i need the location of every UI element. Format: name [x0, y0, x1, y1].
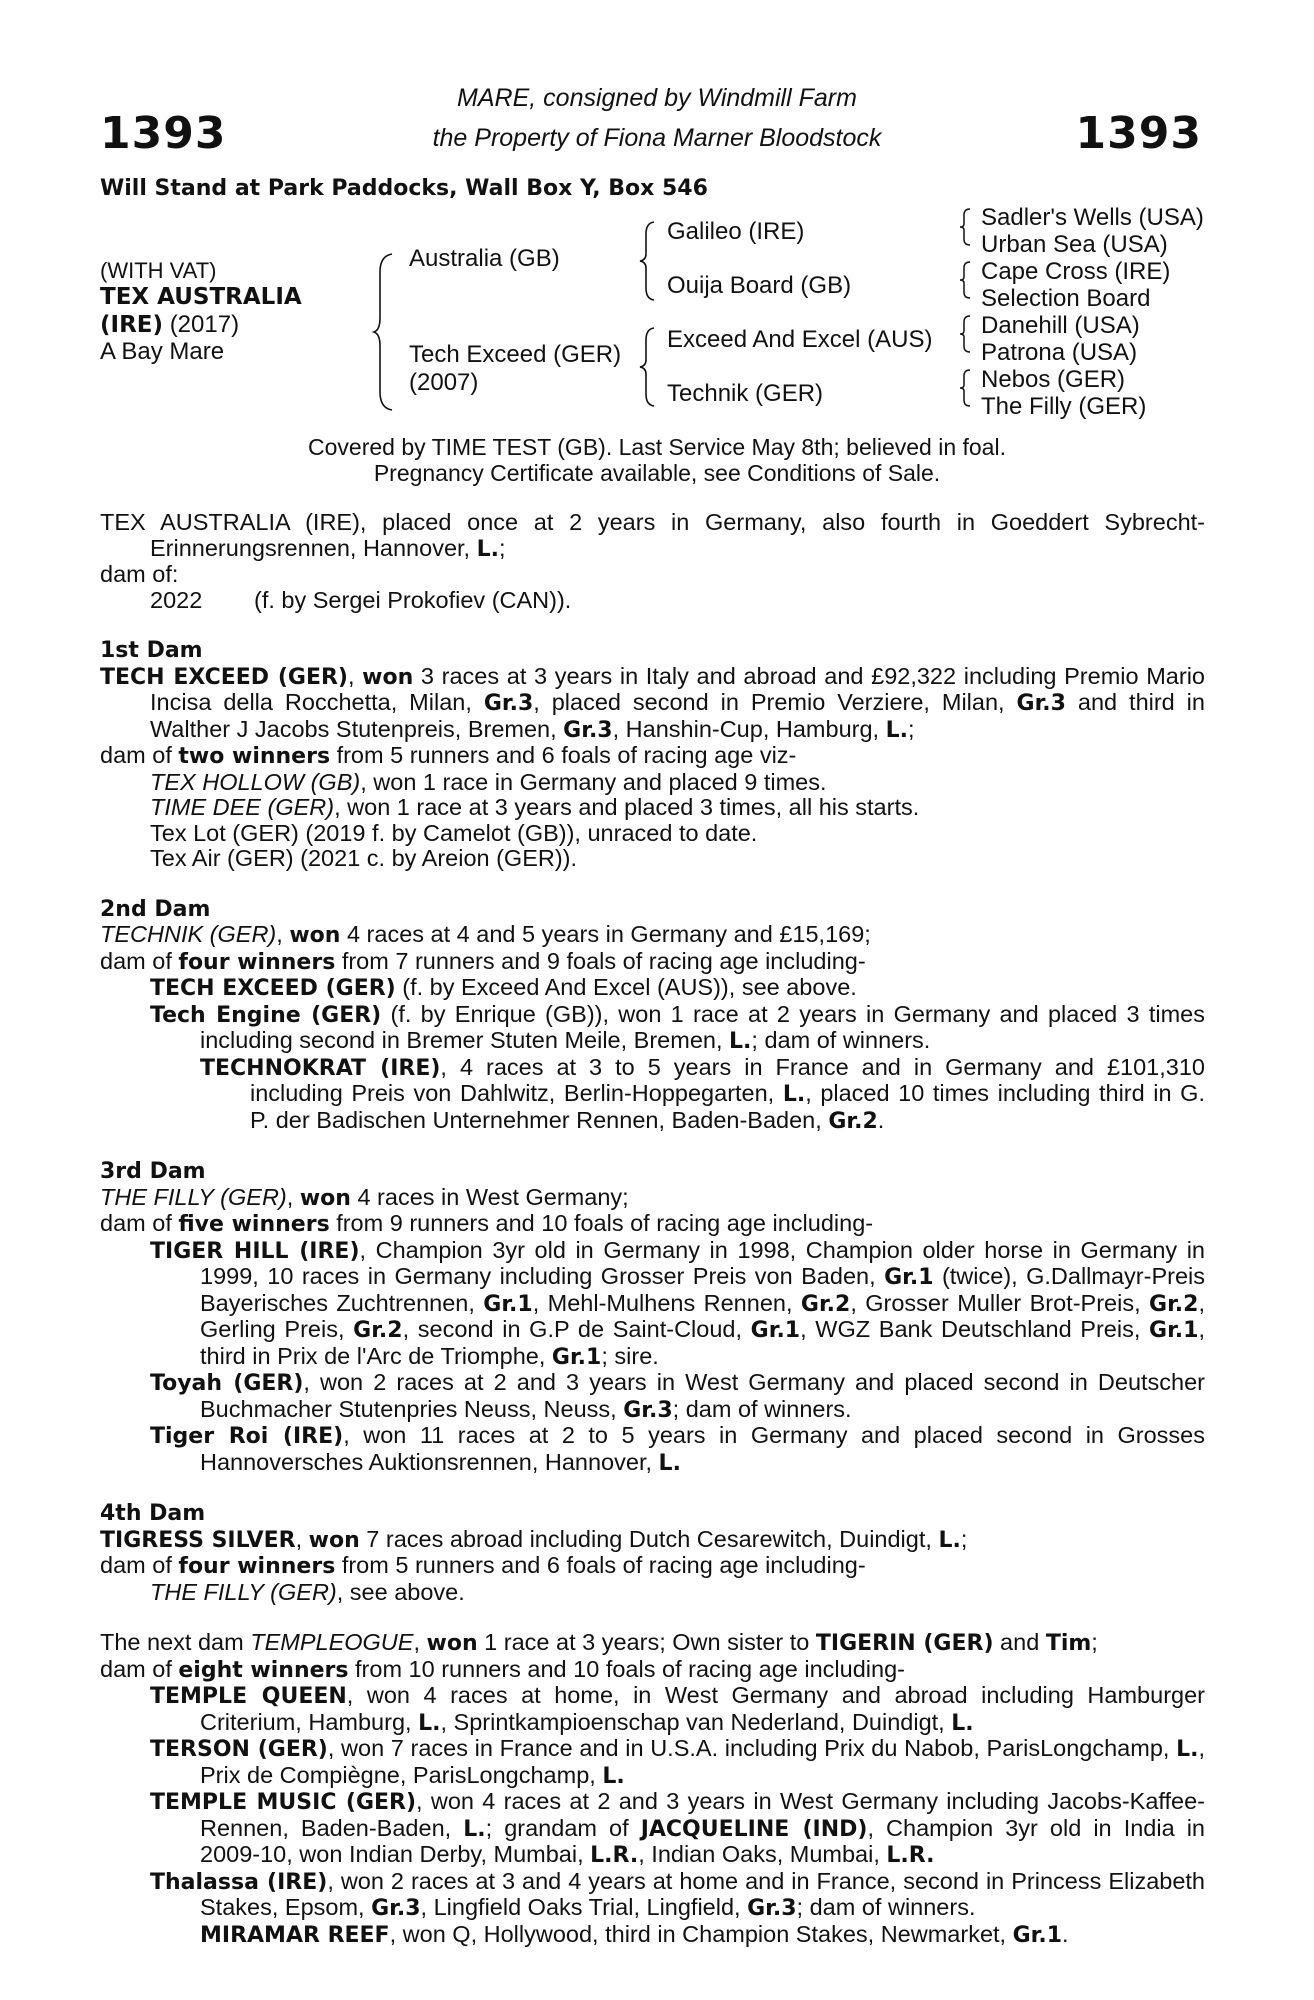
second-dam-produce-2: Tech Engine (GER) (f. by Enrique (GB)), won 1 race at 2 years in Germany and placed 3 times including second in Bremer Stuten Meile, Bremen, L.; dam of winners. [150, 1000, 1205, 1054]
pedigree-gen3-8: The Filly (GER) [981, 393, 1147, 420]
stand-location: Will Stand at Park Paddocks, Wall Box Y, Box 546 [100, 176, 708, 201]
pedigree-gen3-3: Cape Cross (IRE) [981, 258, 1171, 285]
next-dam-produce-summary: dam of eight winners from 10 runners and 10 foals of racing age including- [100, 1655, 905, 1683]
next-dam-record: The next dam TEMPLEOGUE, won 1 race at 3 years; Own sister to TIGERIN (GER) and Tim; [100, 1629, 1098, 1656]
third-dam-produce-1: TIGER HILL (IRE), Champion 3yr old in Germany in 1998, Champion older horse in Germany in 1999, 10 races in Germany including Grosser Preis von Baden, Gr.1 (twice), G.Dallmayr-Preis Bayerisches Zuchtrennen, Gr.1, Mehl-Mulhens Rennen, Gr.2, Grosser Muller Brot-Preis, Gr.2, Gerling Preis, Gr.2, second in G.P de Saint-Cloud, Gr.1, WGZ Bank Deutschland Preis, Gr.1, third in Prix de l'Arc de Triomphe, Gr.1; sire. [150, 1236, 1206, 1370]
pedigree-gen3-2: Urban Sea (USA) [981, 231, 1168, 258]
first-dam-produce-3: Tex Lot (GER) (2019 f. by Camelot (GB)), unraced to date. [150, 819, 758, 846]
pedigree-dam-sire: Exceed And Excel (AUS) [667, 326, 933, 353]
pedigree-gen3-7: Nebos (GER) [981, 366, 1126, 393]
third-dam-produce-3: Tiger Roi (IRE), won 11 races at 2 to 5 years in Germany and placed second in Grosses Hannoversches Auktionsrennen, Hannover, L. [150, 1422, 1206, 1476]
next-dam-produce-3: TEMPLE MUSIC (GER), won 4 races at 2 and 3 years in West Germany including Jacobs-Kaffee-Rennen, Baden-Baden, L.; grandam of JACQUELINE (IND), Champion 3yr old in India in 2009-10, won Indian Derby, Mumbai, L.R., Indian Oaks, Mumbai, L.R. [150, 1788, 1205, 1868]
next-dam-produce-1: TEMPLE QUEEN, won 4 races at home, in West Germany and abroad including Hamburger Criterium, Hamburg, L., Sprintkampioenschap van Nederland, Duindigt, L. [150, 1682, 1205, 1736]
pedigree-dam-dam: Technik (GER) [667, 380, 824, 407]
second-dam-record: TECHNIK (GER), won 4 races at 4 and 5 years in Germany and £15,169; [100, 921, 871, 948]
pedigree-bracket-ds [958, 314, 972, 354]
pedigree-sire: Australia (GB) [409, 245, 560, 272]
fourth-dam-heading: 4th Dam [100, 1501, 206, 1526]
second-dam-grandproduce-1: TECHNOKRAT (IRE), 4 races at 3 to 5 years in France and in Germany and £101,310 including Preis von Dahlwitz, Berlin-Hoppegarten, L., placed 10 times including third in G. P. der Badischen Unternehmer Rennen, Baden-Baden, Gr.2. [200, 1053, 1205, 1134]
mare-summary: TEX AUSTRALIA (IRE), placed once at 2 years in Germany, also fourth in Goeddert Sybrecht-Erinnerungsrennen, Hannover, L.; [100, 509, 1205, 562]
pedigree-bracket-dd [958, 368, 972, 408]
pedigree-gen3-4: Selection Board [981, 285, 1151, 312]
third-dam-heading: 3rd Dam [100, 1159, 206, 1184]
horse-country: (IRE) [100, 312, 164, 338]
consignment-line: MARE, consigned by Windmill Farm [457, 84, 857, 112]
vat-label: (WITH VAT) [100, 258, 217, 283]
property-line: the Property of Fiona Marner Bloodstock [432, 124, 882, 152]
next-dam-produce-2: TERSON (GER), won 7 races in France and in U.S.A. including Prix du Nabob, ParisLongchamp, L., Prix de Compiègne, ParisLongchamp, L. [150, 1735, 1205, 1789]
third-dam-record: THE FILLY (GER), won 4 races in West Germany; [100, 1183, 629, 1211]
lot-number-left: 1393 [100, 108, 227, 159]
horse-description: A Bay Mare [100, 338, 225, 365]
lot-number-right: 1393 [1075, 108, 1202, 159]
pedigree-bracket-sire [638, 220, 656, 302]
pedigree-gen3-5: Danehill (USA) [981, 312, 1140, 339]
pedigree-sire-sire: Galileo (IRE) [667, 218, 805, 245]
second-dam-produce-1: TECH EXCEED (GER) (f. by Exceed And Excel (AUS)), see above. [150, 974, 857, 1001]
covered-line: Covered by TIME TEST (GB). Last Service May 8th; believed in foal. [308, 434, 1006, 460]
pedigree-sire-dam: Ouija Board (GB) [667, 272, 852, 299]
pedigree-dam: Tech Exceed (GER) [409, 341, 622, 368]
first-dam-produce-summary: dam of two winners from 5 runners and 6 foals of racing age viz- [100, 742, 797, 769]
pedigree-dam-year: (2007) [409, 369, 479, 396]
produce-row: 2022 (f. by Sergei Prokofiev (CAN)). [150, 586, 572, 613]
pedigree-bracket-ss [958, 207, 972, 247]
next-dam-grandproduce-1: MIRAMAR REEF, won Q, Hollywood, third in Champion Stakes, Newmarket, Gr.1. [200, 1920, 1069, 1948]
pedigree-gen3-6: Patrona (USA) [981, 339, 1138, 366]
third-dam-produce-2: Toyah (GER), won 2 races at 2 and 3 years in West Germany and placed second in Deutscher Buchmacher Stutenpries Neuss, Neuss, Gr.3; dam of winners. [150, 1369, 1206, 1423]
catalogue-body [100, 510, 1205, 1948]
first-dam-produce-1: TEX HOLLOW (GB), won 1 race in Germany and placed 9 times. [150, 768, 827, 795]
pregnancy-line: Pregnancy Certificate available, see Conditions of Sale. [373, 460, 941, 486]
horse-suffix-year [100, 311, 239, 339]
first-dam-produce-2: TIME DEE (GER), won 1 race at 3 years and placed 3 times, all his starts. [150, 794, 920, 820]
fourth-dam-record: TIGRESS SILVER, won 7 races abroad including Dutch Cesarewitch, Duindigt, L.; [100, 1525, 968, 1553]
pedigree-bracket-main [372, 252, 394, 412]
mare-dam-of: dam of: [100, 561, 179, 587]
third-dam-produce-summary: dam of five winners from 9 runners and 10 foals of racing age including- [100, 1210, 874, 1237]
second-dam-produce-summary: dam of four winners from 7 runners and 9 foals of racing age including- [100, 947, 866, 975]
horse-name: TEX AUSTRALIA [100, 284, 302, 310]
first-dam-record: TECH EXCEED (GER), won 3 races at 3 years in Italy and abroad and £92,322 including Premio Mario Incisa della Rocchetta, Milan, Gr.3, placed second in Premio Verziere, Milan, Gr.3 and third in Walther J Jacobs Stutenpreis, Bremen, Gr.3, Hanshin-Cup, Hamburg, L.; [100, 662, 1205, 743]
next-dam-produce-4: Thalassa (IRE), won 2 races at 3 and 4 years at home and in France, second in Princess Elizabeth Stakes, Epsom, Gr.3, Lingfield Oaks Trial, Lingfield, Gr.3; dam of winners. [150, 1867, 1205, 1921]
fourth-dam-produce-summary: dam of four winners from 5 runners and 6 foals of racing age including- [100, 1552, 866, 1579]
first-dam-produce-4: Tex Air (GER) (2021 c. by Areion (GER)). [150, 845, 578, 871]
fourth-dam-produce-1: THE FILLY (GER), see above. [150, 1578, 465, 1605]
second-dam-heading: 2nd Dam [100, 896, 211, 922]
first-dam-heading: 1st Dam [100, 638, 203, 663]
horse-year: (2017) [169, 311, 240, 338]
pedigree-gen3-1: Sadler's Wells (USA) [981, 204, 1204, 231]
pedigree-bracket-dam [638, 326, 656, 408]
pedigree-bracket-sd [958, 260, 972, 300]
